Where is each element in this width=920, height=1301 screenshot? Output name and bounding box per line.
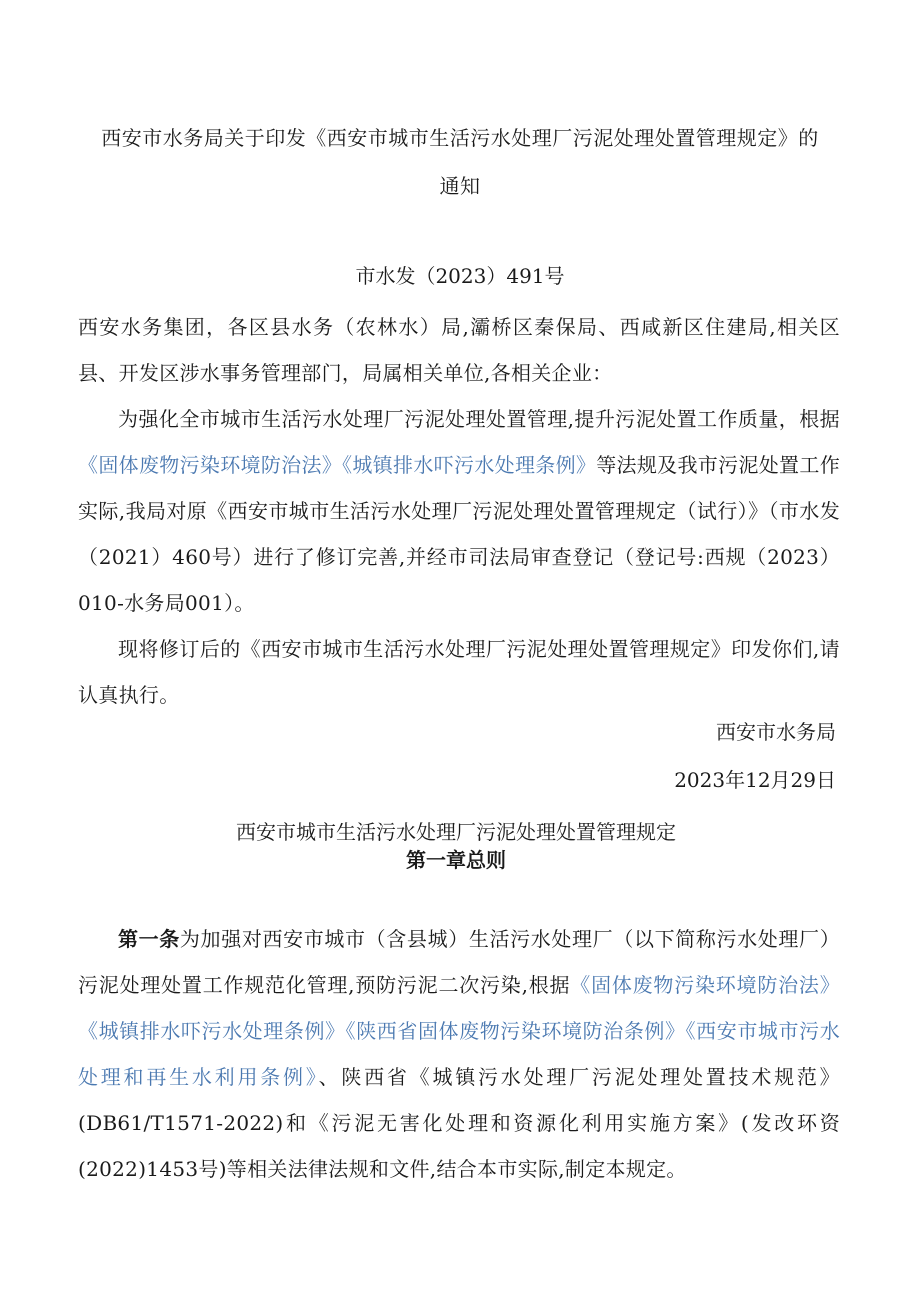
body-paragraph-2: 现将修订后的《西安市城市生活污水处理厂污泥处理处置管理规定》印发你们,请认真执行。 — [78, 637, 840, 707]
article-1-text-end: 、陕西省《城镇污水处理厂污泥处理处置技术规范》(DB61/T1571-2022)和《污泥无害化处理和资源化利用实施方案》(发改环资(2022)1453号)等相关法律法规和文件,结合本市实际,制定本规定。 — [78, 1065, 840, 1181]
signature-organization: 西安市水务局 — [716, 720, 836, 744]
document-number: 市水发（2023）491号 — [355, 264, 565, 288]
notice-title-line1: 西安市水务局关于印发《西安市城市生活污水处理厂污泥处理处置管理规定》的 — [101, 126, 819, 150]
law-link-solid-waste-2[interactable]: 《固体废物污染环境防治法》 — [570, 973, 840, 997]
law-link-solid-waste[interactable]: 《固体废物污染环境防治法》 — [78, 453, 343, 477]
para1-text-end: 等法规及我市污泥处置工作实际,我局对原《西安市城市生活污水处理厂污泥处理处置管理规定（试行）》（市水发（2021）460号）进行了修订完善,并经市司法局审查登记（登记号:西规（2023）010-水务局001）。 — [78, 453, 840, 615]
law-link-xian-wastewater[interactable]: 《西安市城市污水处理和再生水利用条例》 — [78, 1019, 840, 1089]
recipients-paragraph: 西安水务集团，各区县水务（农林水）局,灞桥区秦保局、西咸新区住建局,相关区县、开发区涉水事务管理部门，局属相关单位,各相关企业： — [78, 315, 840, 385]
law-link-shaanxi-solid-waste[interactable]: 《陕西省固体废物污染环境防治条例》 — [345, 1019, 686, 1043]
chapter-heading: 第一章总则 — [406, 848, 506, 872]
law-link-urban-drainage-2[interactable]: 《城镇排水吓污水处理条例》 — [78, 1019, 346, 1043]
law-link-urban-drainage[interactable]: 《城镇排水吓污水处理条例》 — [342, 453, 597, 477]
notice-title-line2: 通知 — [439, 174, 481, 198]
signature-date: 2023年12月29日 — [674, 768, 836, 792]
article-1-text-start: 为加强对西安市城市（含县城）生活污水处理厂（以下简称污水处理厂）污泥处理处置工作规范化管理,预防污泥二次污染,根据 — [78, 927, 840, 997]
article-1-label: 第一条 — [118, 927, 180, 951]
article-1-paragraph — [78, 916, 840, 1192]
regulation-title: 西安市城市生活污水处理厂污泥处理处置管理规定 — [236, 820, 676, 844]
body-paragraph-1 — [78, 396, 840, 626]
para1-text-start: 为强化全市城市生活污水处理厂污泥处理处置管理,提升污泥处置工作质量，根据 — [118, 407, 840, 431]
